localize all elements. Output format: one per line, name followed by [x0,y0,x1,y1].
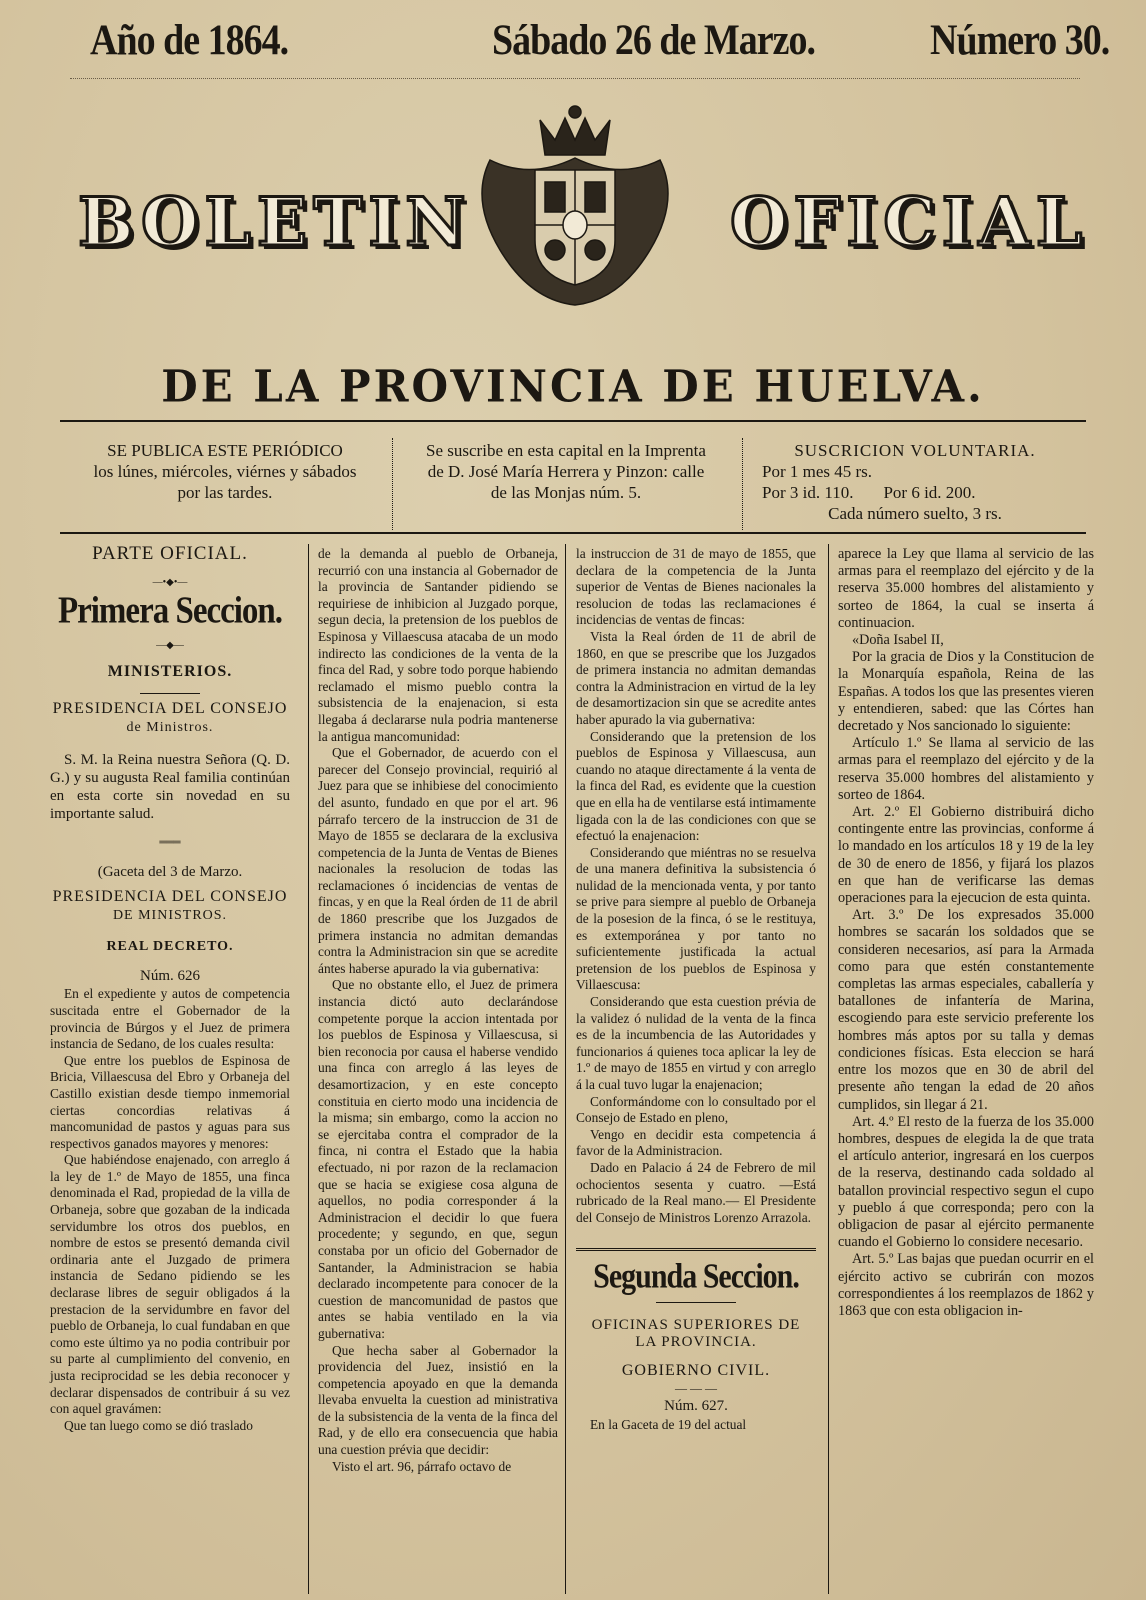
oficinas-heading: OFICINAS SUPERIORES DE LA PROVINCIA. [591,1316,801,1350]
presidencia2-line-2: DE MINISTROS. [112,908,228,924]
subscription-place-info [396,440,736,503]
suscribe-line-2: de D. José María Herrera y Pinzon: calle [427,462,705,481]
gaceta-reference: (Gaceta del 3 de Marzo. [97,863,243,880]
short-rule [656,1302,736,1303]
publica-line-2: los lúnes, miércoles, viérnes y sábados [93,462,357,481]
price-1-month: Por 1 mes 45 rs. [762,462,873,481]
col3-paragraph: Vengo en decidir esta competencia á favor de la Administracion. [576,1126,816,1159]
gobierno-civil-heading: GOBIERNO CIVIL. [621,1361,771,1379]
col2-paragraph: Que hecha saber al Gobernador la providencia del Juez, insistió en la competencia apoyado en que la demanda llevaba envuelta la cuestion ad ministrativa de la subsistencia de la venta de la finca del Rad, y de ello era consecuencia que habia una cuestion prévia que decidir: [318,1342,558,1458]
presidencia-line-2: de Ministros. [126,719,214,735]
col3-paragraph: Conformándome con lo consultado por el Consejo de Estado en pleno, [576,1093,816,1126]
real-decreto-heading: REAL DECRETO. [106,939,234,955]
masthead-top-row [0,15,1146,78]
col3-paragraph: En la Gaceta de 19 del actual [590,1416,747,1432]
column-rule-1 [308,544,309,1594]
col3-paragraph: Considerando que miéntras no se resuelva de una manera definitiva la subsistencia ó nulidad de la mencionada venta, y por tanto se prive para siempre al pueblo de Orbaneja de la posesion de la finca, ó se le restituya, es extemporánea y por tanto no suficientemente justificada la actual pretension de los pueblos de Espinosa y Villaescusa: [576,844,816,993]
col3-paragraph: Considerando que la pretension de los pueblos de Espinosa y Villaescusa, aun cuando no ataque directamente á la venta de la finca del Rad, es evidente que la cuestion que en ella ha de ventilarse está intimamente ligada con la de las condiciones con que se efectuó la enajenacion: [576,728,816,844]
col3-paragraph: la instruccion de 31 de mayo de 1855, que declara de la competencia de la Junta superior de Ventas de Bienes nacionales la resolucion de todas las reclamaciones é incidencias de ventas de fincas: [576,546,816,628]
info-rule [60,532,1086,534]
publica-line-3: por las tardes. [177,483,273,502]
issue-number: Número 30. [930,15,1110,65]
segunda-seccion-heading: Segunda Seccion. [593,1257,799,1296]
info-separator-1 [392,438,393,530]
col4-paragraph: aparece la Ley que llama al servicio de las armas para el reemplazo del ejército y de la reserva 35.000 hombres del alistamiento y sorteo de 1864, la cual se inserta á continuacion. [838,546,1094,631]
col4-paragraph: «Doña Isabel II, [852,632,944,649]
section-rule [576,1248,816,1251]
ornament-divider-icon: —◆— [156,639,184,651]
decree-number: Núm. 626 [140,967,200,984]
presidencia-line-1: PRESIDENCIA DEL CONSEJO [52,699,288,717]
col2-paragraph: Visto el art. 96, párrafo octavo de [332,1458,512,1474]
suscribe-line-3: de las Monjas núm. 5. [490,483,642,502]
ornament-divider-icon: —•◆•— [152,576,188,588]
presidencia-heading-2 [50,888,290,925]
subscription-prices [750,440,1080,524]
primera-seccion-heading: Primera Seccion. [57,590,283,632]
column-4 [838,546,1094,1320]
date-label: Sábado 26 de Marzo. [492,15,815,65]
parte-oficial-heading: PARTE OFICIAL. [92,543,248,564]
ornament-divider-icon: ═══ [159,836,181,848]
top-rule [70,78,1080,79]
price-3-months: Por 3 id. 110. [762,483,854,502]
salud-paragraph: S. M. la Reina nuestra Señora (Q. D. G.) y su augusta Real familia continúan en esta corte sin novedad en su importante salud. [50,751,290,822]
presidencia-heading-1 [50,700,290,737]
col2-paragraph: Que no obstante ello, el Juez de primera instancia dictó auto declarándose competente porque la accion intentada por los pueblos de Espinosa y Villaescusa, si bien reconocia por causa el haberse vendido una finca con arreglo á las leyes de desamortizacion, y en este concepto constituia en cierto modo una incidencia de la misma; sin embargo, como la accion no se ejercitaba contra el comprador de la finca, ni contra el Estado que la habia efectuado, ni por razon de la reclamacion que se hacia se exigiese cosa alguna de aquellos, no podia corresponder á la Administracion el decidir lo que fuera procedente; y segundo, en que, segun constaba por un oficio del Gobernador de Santander, la Administracion se habia declarado incompetente para conocer de la cuestion de mancomunidad de pastos que antes se habia ventilado en la via gubernativa: [318,977,558,1341]
col3-paragraph: Dado en Palacio á 24 de Febrero de mil ochocientos sesenta y cuatro. —Está rubricado de la Real mano.— El Presidente del Consejo de Ministros Lorenzo Arrazola. [576,1159,816,1225]
col4-paragraph: Art. 2.º El Gobierno distribuirá dicho contingente entre las provincias, conforme á lo mandado en los artículos 18 y 19 de la ley de 30 de enero de 1856, y fijará los plazos en que han de verificarse las demas operaciones para la ejecucion de esta quinta. [838,804,1094,907]
col4-paragraph: Art. 4.º El resto de la fuerza de los 35.000 hombres, despues de elegida la de que trata el artículo anterior, ingresará en los cuerpos de la reserva, destinando cada soldado al batallon provincial respectivo segun el cupo y pueblo á que corresponda; pero con la obligacion de pasar al ejército permanente cuando el Gobierno lo considere necesario. [838,1113,1094,1251]
col3-paragraph: Vista la Real órden de 11 de abril de 1860, en que se prescribe que los Juzgados de primera instancia no admitan demandas contra la Administracion en virtud de la ley de desamortizacion sin que se acredite antes haber apurado la via gubernativa: [576,628,816,727]
col4-paragraph: Artículo 1.º Se llama al servicio de las armas para el reemplazo del ejército y de la reserva 35.000 hombres del alistamiento y sorteo de 1864. [838,735,1094,803]
publication-info [60,440,390,503]
subtitle-rule [60,420,1086,422]
col2-paragraph: Que el Gobernador, de acuerdo con el parecer del Consejo provincial, requirió al Juez para que se inhibiese del conocimiento del asunto, fundado en que por el art. 96 párrafo tercero de la instruccion de 31 de Mayo de 1855 se declarara de la exclusiva competencia de la Junta de Ventas de Bienes nacionales la resolucion de todas las reclamaciones ó incidencias de ventas de fincas, y en que la Real órden de 11 de abril de 1860 prescribe que los Juzgados de primera instancia no admitan demandas contra la Administracion sin que se acredite ántes haberse apurado la via gubernativa: [318,745,558,976]
presidencia2-line-1: PRESIDENCIA DEL CONSEJO [52,888,288,906]
column-rule-3 [828,544,829,1594]
short-rule [140,693,200,694]
publica-line-1: SE PUBLICA ESTE PERIÓDICO [107,441,343,460]
col2-paragraph: de la demanda al pueblo de Orbaneja, recurrió con una instancia al Gobernador de la provincia de Santander pidiendo se requiriese de inhibicion al Juzgado porque, segun decia, la pretension de los pueblos de Espinosa y Villaescusa atacaba de un modo indirecto las condiciones de la venta de la finca del Rad, y sobre todo porque habiendo reclamado el mismo pueblo contra la subsistencia de la enajenacion, si esta llegaba á declararse nula podria mantenerse la antigua mancomunidad: [318,546,558,744]
royal-coat-of-arms-icon [460,100,690,315]
suscricion-title: SUSCRICION VOLUNTARIA. [794,441,1036,460]
single-issue-price: Cada número suelto, 3 rs. [828,504,1002,523]
ministerios-heading: MINISTERIOS. [107,663,233,681]
column-rule-2 [565,544,566,1594]
col1-paragraph: Que entre los pueblos de Espinosa de Bricia, Villaescusa del Ebro y Orbaneja del Castillo existian desde tiempo inmemorial ciertas concordias relativas á mancomunidad de pastos y aguas para sus respectivos ganados mayores y menores: [50,1052,290,1151]
dash-divider: — — — [675,1380,717,1395]
price-6-months: Por 6 id. 200. [883,483,976,502]
col4-paragraph: Art. 3.º De los expresados 35.000 hombres se sacarán los soldados que se consideren necesarios, así para la Armada como para que estén constantemente completas las armas especiales, caballería y batallones de infantería de Marina, escogiendo para este servicio preferente los hombres más aptos por su talla y demas condiciones físicas. Esta eleccion se hará entre los mozos que en 30 de abril del presente año tengan la edad de 20 años cumplidos, sin llegar á 21. [838,907,1094,1113]
col1-paragraph: Que tan luego como se dió traslado [64,1417,253,1433]
column-3 [576,546,816,1433]
suscribe-line-1: Se suscribe en esta capital en la Imprenta [426,441,706,460]
col4-paragraph: Art. 5.º Las bajas que puedan ocurrir en el ejército activo se cubrirán con mozos correspondientes á los reemplazos de 1862 y 1863 que con esta obligacion in- [838,1251,1094,1319]
decree-number-627: Núm. 627. [664,1398,728,1415]
column-2 [318,546,558,1475]
col4-paragraph: Por la gracia de Dios y la Constitucion de la Monarquía española, Reina de las Españas. A todos los que las presentes vieren y entendieren, sabed: que las Córtes han decretado y Nos sancionado lo siguiente: [838,649,1094,735]
title-left: BOLETIN [78,183,472,261]
subtitle: DE LA PROVINCIA DE HUELVA. [161,360,985,413]
col1-paragraph: En el expediente y autos de competencia suscitada entre el Gobernador de la provincia de Búrgos y el Juez de primera instancia de Sedano, de los cuales resulta: [50,986,290,1052]
title-right: OFICIAL [730,183,1089,261]
col3-paragraph: Considerando que esta cuestion prévia de la validez ó nulidad de la venta de la finca es de la incumbencia de las Autoridades y funcionarios á quienes toca aplicar la ley de 1.º de mayo de 1855 en virtud y con arreglo á la cual tuvo lugar la enajenacion; [576,994,816,1092]
year-label: Año de 1864. [90,15,289,65]
column-1 [50,543,290,1434]
col1-paragraph: Que habiéndose enajenado, con arreglo á la ley de 1.º de Mayo de 1855, una finca denominada el Rad, propiedad de la villa de Orbaneja, sobre que gozaban de la indicada servidumbre los otros dos pueblos, en nombre de estos se presentó demanda civil ordinaria ante el Juzgado de primera instancia de Sedano pidiendo se les declarase libres de seguir obligados á la prestacion de la servidumbre en favor del pueblo de Orbaneja, lo cual fundaban en que como este último ya no podia contribuir por su parte al cumplimiento del convenio, en justa reciprocidad se les debia reconocer y declarar dispensados de contribuir á su vez con aquel gravámen: [50,1152,290,1417]
info-separator-2 [742,438,743,530]
